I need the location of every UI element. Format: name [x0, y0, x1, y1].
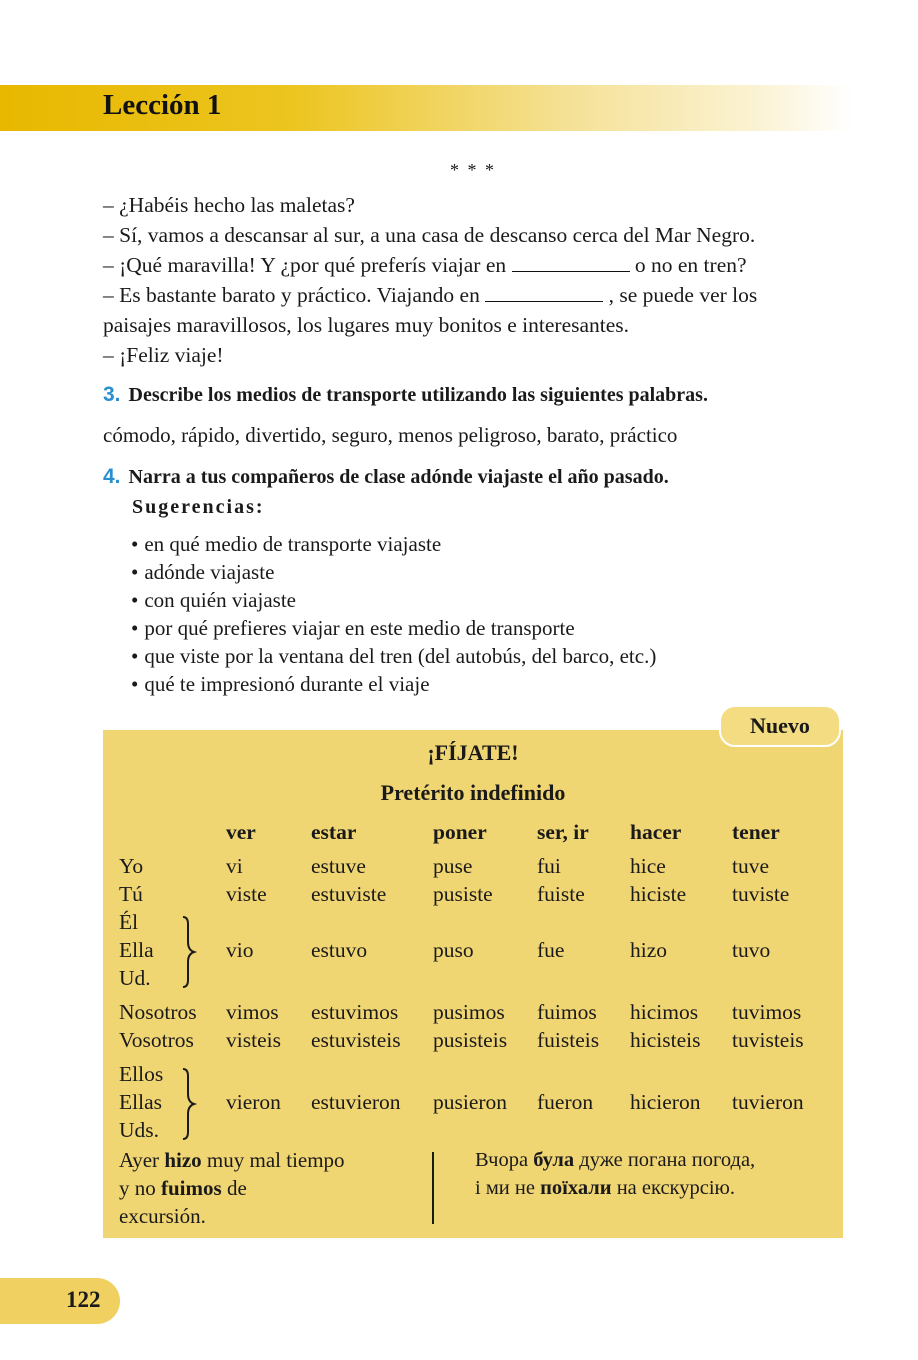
conjugation-cell: tuvieron — [732, 1090, 804, 1114]
page-number: 122 — [66, 1287, 101, 1312]
verb-header: ser, ir — [537, 820, 589, 844]
conjugation-cell: estuviste — [311, 882, 387, 906]
exercise-instruction: Describe los medios de transporte utilizando las siguientes palabras. — [128, 384, 708, 406]
pronoun-label: Él — [119, 910, 139, 934]
verb-header: tener — [732, 820, 780, 844]
conjugation-cell: viste — [226, 882, 267, 906]
pronoun-label: Uds. — [119, 1118, 160, 1142]
new-badge: Nuevo — [719, 705, 841, 747]
dialogue-line: – ¿Habéis hecho las maletas? — [103, 193, 355, 217]
conjugation-cell: fui — [537, 854, 561, 878]
verb-header: poner — [433, 820, 487, 844]
conjugation-cell: hicisteis — [630, 1028, 701, 1052]
dialogue-text — [103, 190, 848, 370]
conjugation-cell: fue — [537, 938, 565, 962]
pronoun-label: Tú — [119, 882, 143, 906]
conjugation-cell: estuvo — [311, 938, 368, 962]
conjugation-cell: estuvimos — [311, 1000, 399, 1024]
pronoun-label: Ud. — [119, 966, 151, 990]
conjugation-cell: estuvieron — [311, 1090, 401, 1114]
conjugation-cell: visteis — [226, 1028, 281, 1052]
conjugation-cell: vi — [226, 854, 243, 878]
curly-brace-icon — [178, 914, 198, 990]
dialogue-line: – Es bastante barato y práctico. Viajando en , se puede ver los — [103, 283, 758, 307]
grammar-box-subtitle: Pretérito indefinido — [380, 780, 566, 805]
conjugation-cell: fuimos — [537, 1000, 597, 1024]
dialogue-line: – Sí, vamos a descansar al sur, a una casa de descanso cerca del Mar Negro. — [103, 223, 756, 247]
conjugation-cell: hice — [630, 854, 666, 878]
lesson-title: Lección 1 — [103, 89, 222, 121]
conjugation-cell: vio — [226, 938, 254, 962]
word-list: cómodo, rápido, divertido, seguro, menos peligroso, barato, práctico — [103, 423, 678, 447]
conjugation-cell: pusimos — [433, 1000, 505, 1024]
pronoun-label: Ellos — [119, 1062, 164, 1086]
grammar-box-title: ¡FÍJATE! — [427, 740, 519, 765]
exercise-number: 4. — [103, 465, 121, 488]
conjugation-cell: hiciste — [630, 882, 687, 906]
dialogue-line: paisajes maravillosos, los lugares muy bonitos e interesantes. — [103, 313, 630, 337]
conjugation-cell: tuve — [732, 854, 770, 878]
list-item: • qué te impresionó durante el viaje — [131, 670, 656, 698]
conjugation-cell: tuviste — [732, 882, 790, 906]
pronoun-label: Yo — [119, 854, 144, 878]
verb-header: estar — [311, 820, 357, 844]
exercise-number: 3. — [103, 383, 121, 406]
conjugation-cell: tuvisteis — [732, 1028, 804, 1052]
list-item: • con quién viajaste — [131, 586, 656, 614]
conjugation-cell: estuve — [311, 854, 366, 878]
page-number-tab — [0, 1278, 120, 1324]
exercise-3-heading — [103, 383, 708, 407]
curly-brace-icon — [178, 1066, 198, 1142]
list-item: • que viste por la ventana del tren (del autobús, del barco, etc.) — [131, 642, 656, 670]
conjugation-cell: tuvimos — [732, 1000, 802, 1024]
fill-in-blank — [485, 281, 603, 302]
conjugation-cell: fuisteis — [537, 1028, 600, 1052]
conjugation-cell: fueron — [537, 1090, 594, 1114]
pronoun-label: Nosotros — [119, 1000, 197, 1024]
section-separator: * * * — [450, 160, 496, 180]
pronoun-label: Vosotros — [119, 1028, 194, 1052]
dialogue-line: – ¡Qué maravilla! Y ¿por qué preferís viajar en o no en tren? — [103, 253, 747, 277]
conjugation-cell: hizo — [630, 938, 668, 962]
example-sentence-spanish: Ayer hizo muy mal tiempo y no fuimos de excursión. — [119, 1148, 345, 1228]
pronoun-label: Ella — [119, 938, 154, 962]
list-item: • adónde viajaste — [131, 558, 656, 586]
conjugation-cell: puse — [433, 854, 473, 878]
exercise-instruction: Narra a tus compañeros de clase adónde viajaste el año pasado. — [128, 466, 669, 488]
conjugation-cell: hicieron — [630, 1090, 701, 1114]
list-item: • por qué prefieres viajar en este medio de transporte — [131, 614, 656, 642]
exercise-4-heading — [103, 465, 669, 489]
conjugation-cell: fuiste — [537, 882, 585, 906]
conjugation-cell: hicimos — [630, 1000, 699, 1024]
suggestions-label: Sugerencias: — [132, 496, 265, 518]
conjugation-cell: estuvisteis — [311, 1028, 401, 1052]
fill-in-blank — [512, 251, 630, 272]
list-item: • en qué medio de transporte viajaste — [131, 530, 656, 558]
conjugation-cell: vimos — [226, 1000, 279, 1024]
example-sentence-ukrainian: Вчора була дуже погана погода, і ми не поїхали на екскурсію. — [475, 1149, 756, 1199]
conjugation-cell: tuvo — [732, 938, 771, 962]
conjugation-cell: puso — [433, 938, 474, 962]
conjugation-cell: vieron — [226, 1090, 281, 1114]
conjugation-cell: pusiste — [433, 882, 493, 906]
conjugation-cell: pusieron — [433, 1090, 508, 1114]
verb-header: ver — [226, 820, 256, 844]
suggestions-list — [131, 530, 656, 698]
conjugation-cell: pusisteis — [433, 1028, 508, 1052]
dialogue-line: – ¡Feliz viaje! — [103, 343, 224, 367]
verb-header: hacer — [630, 820, 682, 844]
example-divider — [432, 1152, 434, 1224]
pronoun-label: Ellas — [119, 1090, 162, 1114]
